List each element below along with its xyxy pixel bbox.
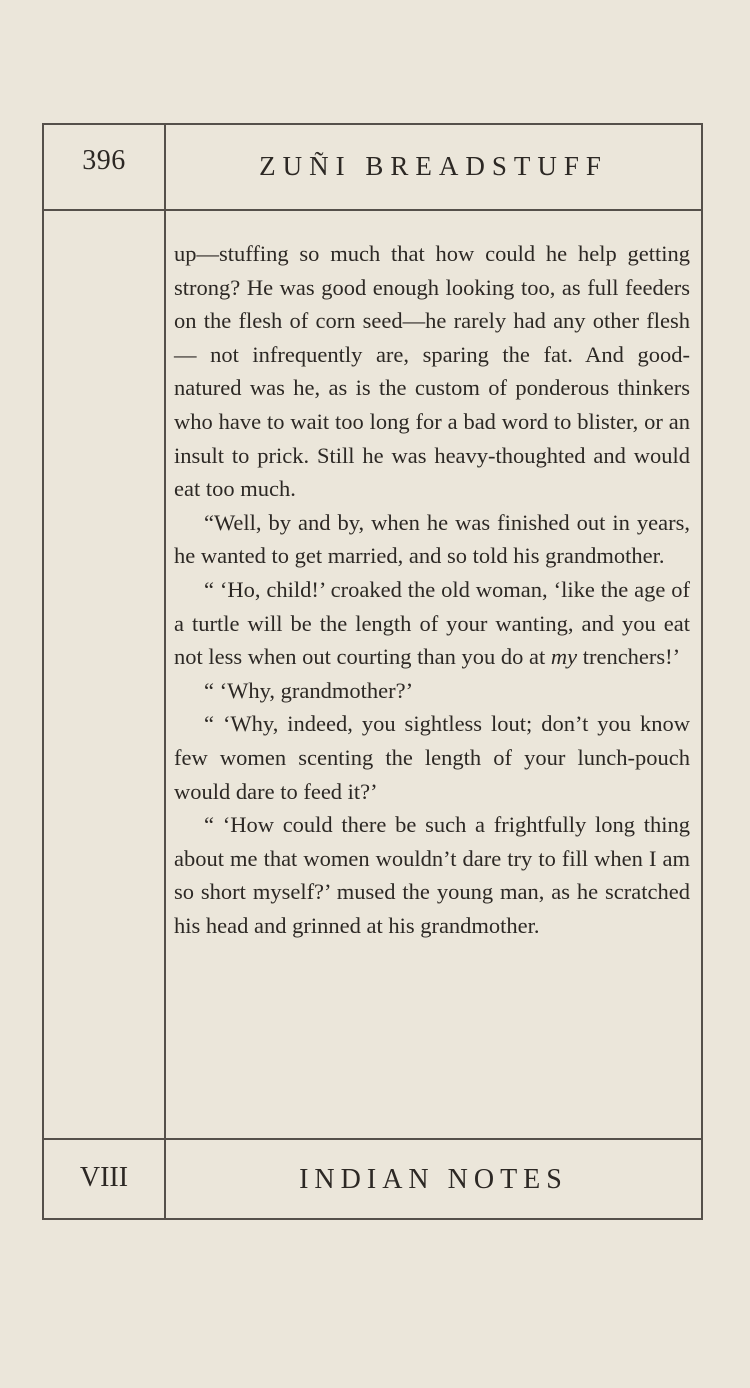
body-text — [174, 237, 690, 942]
column-divider — [164, 125, 166, 1218]
paragraph-6: “ ‘How could there be such a frightfully long thing about me that women wouldn’t dare try to fill when I am so short myself?’ mused the young man, as he scratched his head and grinned at his grandmother. — [174, 812, 690, 938]
paragraph-2: “Well, by and by, when he was finished out in years, he wanted to get married, and so told his grandmother. — [174, 509, 690, 569]
paragraph-4: “ ‘Why, grandmother?’ — [204, 677, 414, 703]
page-frame — [42, 123, 703, 1220]
paragraph-1: up—stuffing so much that how could he help getting strong? He was good enough looking too, as full feeders on the flesh of corn seed—he rarely had any other flesh— not infrequently are, sparing the fat. And good-natured was he, as is the custom of ponderous thinkers who have to wait too long for a bad word to blister, or an insult to prick. Still he was heavy-thoughted and would eat too much. — [174, 241, 691, 502]
page-header — [44, 125, 701, 211]
paragraph-3: “ ‘Ho, child!’ croaked the old woman, ‘like the age of a turtle will be the length of your wanting, and you eat not less when out courting than you do at my trenchers!’ — [174, 576, 691, 670]
page-number: 396 — [82, 145, 126, 176]
running-title: ZUÑI BREADSTUFF — [259, 151, 608, 181]
page-footer — [44, 1138, 701, 1218]
paragraph-5: “ ‘Why, indeed, you sightless lout; don’t you know few women scenting the length of your lunch-pouch would dare to feed it?’ — [174, 711, 691, 804]
footer-title: INDIAN NOTES — [299, 1164, 568, 1195]
section-marker: VIII — [79, 1162, 129, 1193]
